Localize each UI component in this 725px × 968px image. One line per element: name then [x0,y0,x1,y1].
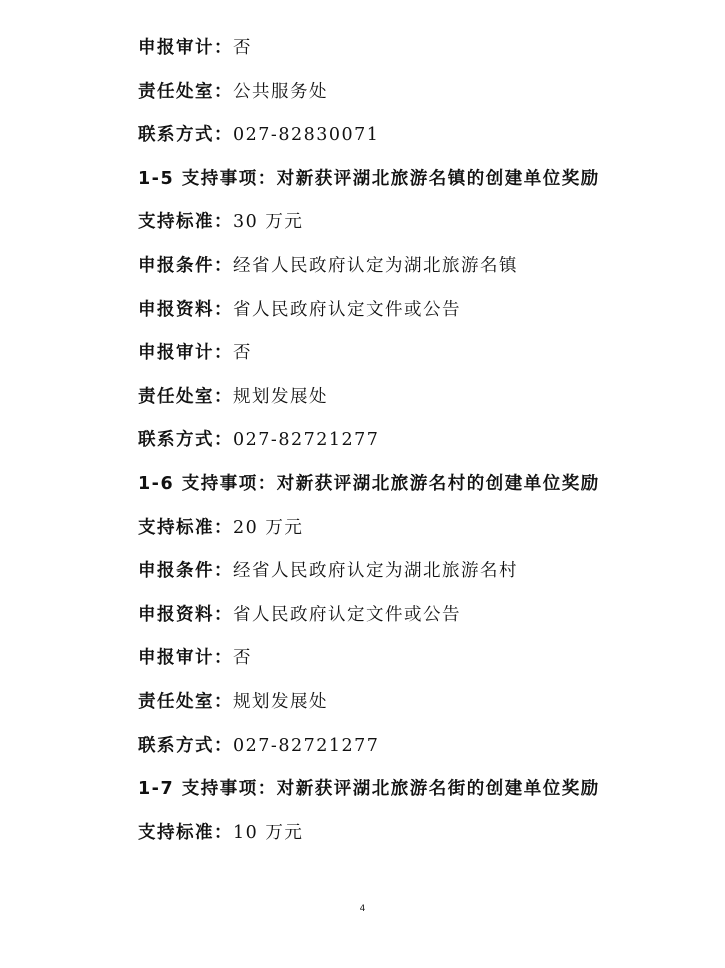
field-materials [138,599,698,643]
field-value: 20 万元 [233,517,304,538]
document-body [138,32,698,860]
field-label: 申报资料： [138,604,233,625]
field-label: 责任处室： [138,81,233,102]
field-label: 申报条件： [138,255,233,276]
field-conditions [138,250,698,294]
page-number: 4 [359,904,366,914]
field-value: 30 万元 [233,212,304,233]
field-department [138,686,698,730]
field-value: 否 [233,38,252,58]
field-audit [138,642,698,686]
section-heading-1-6: 1-6 支持事项：对新获评湖北旅游名村的创建单位奖励 [138,473,600,494]
field-department [138,76,698,120]
field-value: 10 万元 [233,822,304,843]
field-label: 申报审计： [138,38,233,58]
field-contact [138,424,698,468]
field-audit [138,337,698,381]
field-contact [138,730,698,774]
field-label: 联系方式： [138,125,233,146]
field-label: 责任处室： [138,386,233,407]
field-value: 027-82830071 [233,125,380,146]
field-label: 申报审计： [138,648,233,669]
field-label: 申报资料： [138,299,233,320]
field-standard [138,512,698,556]
field-value: 否 [233,343,252,364]
field-value: 027-82721277 [233,735,380,756]
field-label: 支持标准： [138,517,233,538]
field-label: 支持标准： [138,212,233,233]
field-value: 公共服务处 [233,81,328,102]
field-contact [138,119,698,163]
field-label: 申报审计： [138,343,233,364]
field-materials [138,294,698,338]
field-label: 支持标准： [138,822,233,843]
field-value: 否 [233,648,252,669]
field-standard [138,206,698,250]
field-audit [138,32,698,76]
field-value: 经省人民政府认定为湖北旅游名镇 [233,255,518,276]
field-value: 省人民政府认定文件或公告 [233,604,461,625]
section-heading-1-5: 1-5 支持事项：对新获评湖北旅游名镇的创建单位奖励 [138,168,600,189]
field-label: 联系方式： [138,735,233,756]
field-value: 省人民政府认定文件或公告 [233,299,461,320]
field-value: 规划发展处 [233,386,328,407]
field-conditions [138,555,698,599]
field-standard [138,817,698,861]
field-department [138,381,698,425]
field-label: 责任处室： [138,691,233,712]
field-value: 经省人民政府认定为湖北旅游名村 [233,561,518,582]
field-value: 027-82721277 [233,430,380,451]
field-label: 申报条件： [138,561,233,582]
section-heading-1-7: 1-7 支持事项：对新获评湖北旅游名街的创建单位奖励 [138,779,600,800]
field-value: 规划发展处 [233,691,328,712]
field-label: 联系方式： [138,430,233,451]
